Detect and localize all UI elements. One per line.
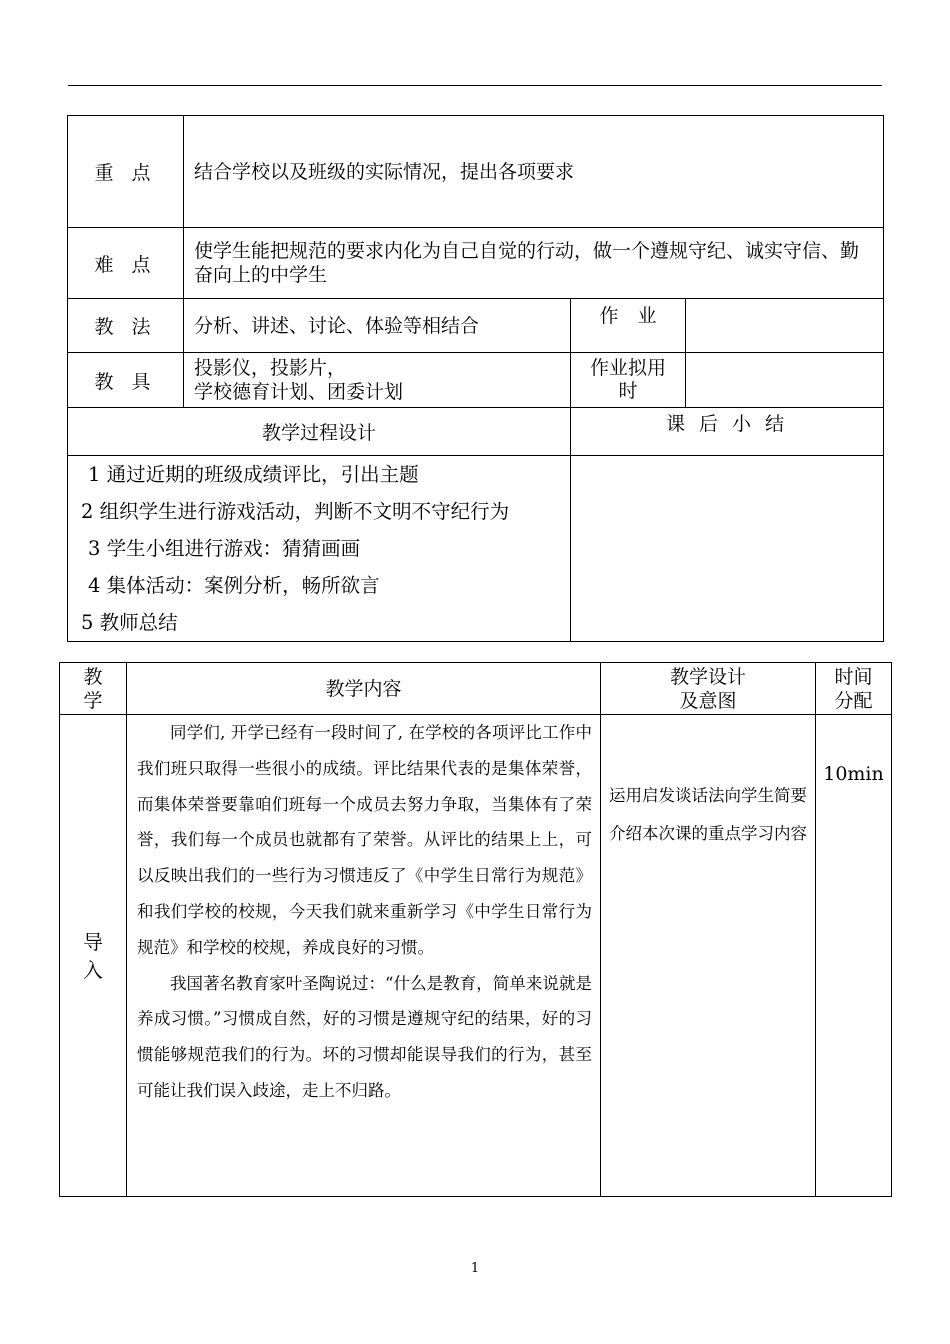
process-item-3: 3 学生小组进行游戏：猜猜画画 [88,537,361,560]
homework-time-label-line-2: 时 [618,380,638,402]
design-header-line-1: 教学设计 [669,665,746,688]
intro-paragraph-2: 我国著名教育家叶圣陶说过：“什么是教育，简单来说就是养成习惯。”习惯成自然，好的习惯是遵规守纪的结果，好的习惯能够规范我们的行为。坏的习惯却能误导我们的行为，甚至可能让我们误入歧途，走上不归路。 [137,973,592,1100]
key-point-row [68,116,884,228]
homework-label: 作 业 [571,299,686,353]
lesson-plan-table [67,115,884,642]
intro-design: 运用启发谈话法向学生简要介绍本次课的重点学习内容 [601,715,816,1197]
process-item-4: 4 集体活动：案例分析，畅所欲言 [88,574,380,597]
homework-time-label [571,353,686,408]
design-header-line-2: 及意图 [679,689,737,712]
key-point-label: 重 点 [68,116,184,228]
tools-label: 教 具 [68,353,184,408]
tools-line-2: 学校德育计划、团委计划 [194,381,404,403]
process-list [68,456,571,642]
intro-stage-line-2: 入 [83,957,103,982]
difficulty-value: 使学生能把规范的要求内化为自己自觉的行动，做一个遵规守纪、诚实守信、勤奋向上的中学生 [184,228,884,299]
process-item-1: 1 通过近期的班级成绩评比，引出主题 [88,463,419,486]
homework-value [686,299,884,353]
summary-header: 课 后 小 结 [571,408,884,456]
design-header [601,663,816,715]
tools-value [184,353,571,408]
method-label: 教 法 [68,299,184,353]
intro-paragraph-1: 同学们, 开学已经有一段时间了, 在学校的各项评比工作中我们班只取得一些很小的成绩。评比结果代表的是集体荣誉，而集体荣誉要靠咱们班每一个成员去努力争取，当集体有了荣誉，我们每一个成员也就都有了荣誉。从评比的结果上上，可以反映出我们的一些行为习惯违反了《中学生日常行为规范》和我们学校的校规，今天我们就来重新学习《中学生日常行为规范》和学校的校规，养成良好的习惯。 [137,723,592,957]
intro-content [127,715,601,1197]
intro-stage-line-1: 导 [83,929,103,954]
difficulty-row [68,228,884,299]
method-row [68,299,884,353]
stage-header-line-2: 学 [83,689,103,712]
difficulty-label: 难 点 [68,228,184,299]
process-item-5: 5 教师总结 [81,611,178,634]
content-header-row [60,663,892,715]
stage-header [60,663,127,715]
tools-line-1: 投影仪，投影片， [194,357,347,379]
content-header: 教学内容 [127,663,601,715]
process-header: 教学过程设计 [68,408,571,456]
process-body-row [68,456,884,642]
header-rule [68,85,882,86]
intro-stage-label [60,715,127,1197]
tools-row [68,353,884,408]
intro-row [60,715,892,1197]
process-item-2: 2 组织学生进行游戏活动，判断不文明不守纪行为 [81,500,510,523]
page-number: 1 [470,1261,480,1276]
time-header-line-2: 分配 [834,689,873,712]
lesson-content-table [59,662,892,1197]
time-header [816,663,892,715]
process-header-row [68,408,884,456]
time-header-line-1: 时间 [834,665,873,688]
key-point-value: 结合学校以及班级的实际情况，提出各项要求 [184,116,884,228]
homework-time-value [686,353,884,408]
stage-header-line-1: 教 [83,665,103,688]
homework-time-label-line-1: 作业拟用 [589,357,666,379]
intro-time: 10min [816,715,892,1197]
method-value: 分析、讲述、讨论、体验等相结合 [184,299,571,353]
summary-body [571,456,884,642]
